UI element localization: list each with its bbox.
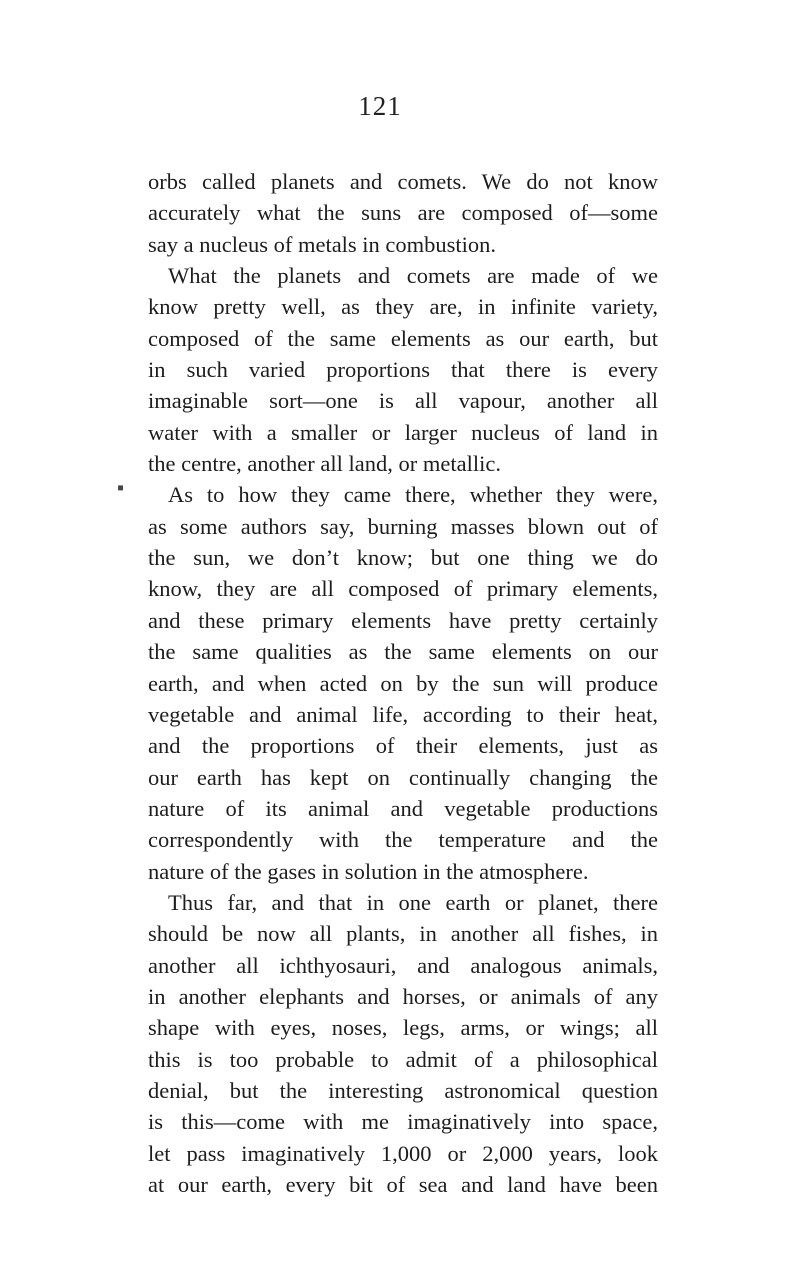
text-line: know, they are all composed of primary elements, xyxy=(148,576,658,602)
text-line: as some authors say, burning masses blown out of xyxy=(148,513,658,539)
text-line: another all ichthyosauri, and analogous animals, xyxy=(148,952,658,978)
text-line: let pass imaginatively 1,000 or 2,000 years, look xyxy=(148,1140,658,1166)
margin-mark: ▪ xyxy=(117,477,125,499)
text-line: correspondently with the temperature and the xyxy=(148,827,658,853)
text-line: the sun, we don’t know; but one thing we do xyxy=(148,545,658,571)
text-line: at our earth, every bit of sea and land have been xyxy=(148,1172,658,1197)
text-line: vegetable and animal life, according to their heat, xyxy=(148,701,658,727)
text-line: know pretty well, as they are, in infinite variety, xyxy=(148,294,658,320)
text-line: orbs called planets and comets. We do not know xyxy=(148,169,658,194)
text-line: this is too probable to admit of a philosophical xyxy=(148,1046,658,1072)
text-line: nature of the gases in solution in the atmosphere. xyxy=(148,858,589,884)
text-line: in another elephants and horses, or animals of any xyxy=(148,983,658,1009)
text-line: in such varied proportions that there is every xyxy=(148,357,658,383)
text-line: and the proportions of their elements, just as xyxy=(148,733,658,759)
text-line: the centre, another all land, or metallic. xyxy=(148,451,501,477)
text-line: the same qualities as the same elements on our xyxy=(148,639,658,665)
text-line: say a nucleus of metals in combustion. xyxy=(148,231,497,257)
text-line: As to how they came there, whether they were, xyxy=(168,482,658,508)
text-line: nature of its animal and vegetable productions xyxy=(148,795,658,821)
text-line: composed of the same elements as our earth, but xyxy=(148,325,658,351)
text-line: Thus far, and that in one earth or planet, there xyxy=(168,889,658,915)
text-line: should be now all plants, in another all fishes, in xyxy=(148,921,658,947)
text-line: accurately what the suns are composed of—some xyxy=(148,200,658,226)
text-line: shape with eyes, noses, legs, arms, or wings; all xyxy=(148,1015,658,1041)
text-line: earth, and when acted on by the sun will produce xyxy=(148,670,658,696)
text-line: What the planets and comets are made of we xyxy=(168,263,658,289)
text-line: denial, but the interesting astronomical question xyxy=(148,1077,658,1103)
text-line: imaginable sort—one is all vapour, another all xyxy=(148,388,658,414)
text-line: is this—come with me imaginatively into space, xyxy=(148,1109,658,1135)
text-line: and these primary elements have pretty certainly xyxy=(148,607,658,633)
text-line: our earth has kept on continually changing the xyxy=(148,764,658,790)
body-text xyxy=(148,166,658,1200)
page-number: 121 xyxy=(358,91,402,121)
text-line: water with a smaller or larger nucleus of land in xyxy=(148,419,658,445)
